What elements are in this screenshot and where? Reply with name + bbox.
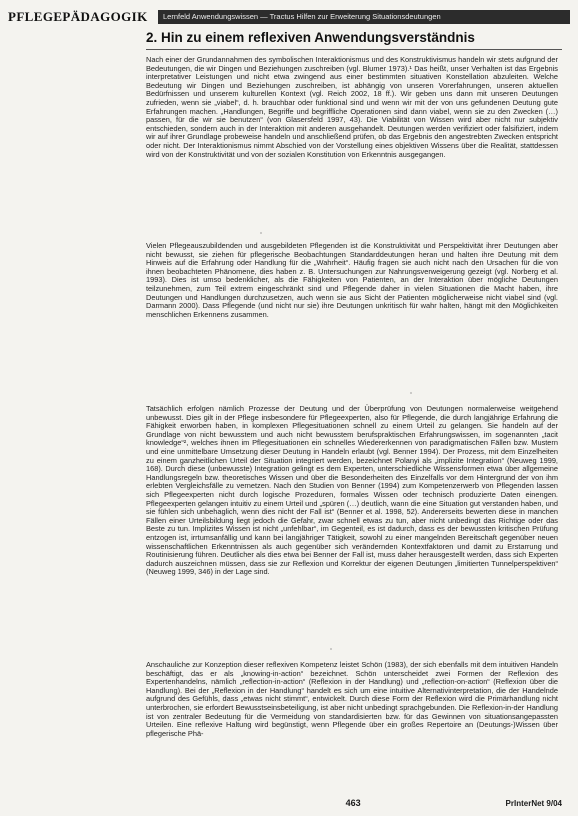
issue-label: PrInterNet 9/04	[505, 799, 562, 808]
page-header	[8, 6, 570, 30]
scan-speck	[260, 232, 262, 234]
paragraph: Nach einer der Grundannahmen des symbolischen Interaktionismus und des Konstruktivismus handeln wir stets aufgrund der Bedeutungen, die wir Dingen und Beziehungen zuschreiben (vgl. Blumer 1973).¹ Das heißt, unser Verhalten ist das Ergebnis interpretativer Leistungen und nicht etwa zwingend aus einer bestimmten situativen Konstellation abzuleiten. Welche Bedeutung wir Dingen und Beziehungen zuschreiben, ist abhängig von unseren Vorerfahrungen, unseren aktuellen Bedürfnissen und unserem kulturellen Kontext (vgl. Reich 2002, 18 ff.). Wir geben uns dann mit unseren Deutungen zufrieden, wenn sie „viabel“, d. h. brauchbar oder funktional sind und wenn wir mit der von uns gefundenen Deutung gute Erfahrungen machen. „Handlungen, Begriffe und begriffliche Operationen sind dann viabel, wenn sie zu den Zwecken (…) passen, für die wir sie benutzen“ (von Glasersfeld 1997, 43). Die Viabilität von Wissen wird aber nicht nur subjektiv entschieden, sondern auch in der Interaktion mit anderen ausgehandelt. Deutungen werden verifiziert oder falsifiziert, indem wir auf ihrer Grundlage probeweise handeln und anschließend prüfen, ob das Ergebnis den angestrebten Zwecken entspricht oder nicht. Der Interaktionismus nimmt Abschied von der Vorstellung eines objektiven Wissens über die Realität, stattdessen wird von der Konstruktivität und von der sozialen Konstitution von Erkenntnis ausgegangen.	[146, 55, 558, 159]
paragraph: Tatsächlich erfolgen nämlich Prozesse der Deutung und der Überprüfung von Deutungen normalerweise weitgehend unbewusst. Dies gilt in der Pflege insbesondere für Pflegeexperten, also für Pflegende, die durch langjährige Erfahrung die Fähigkeit erworben haben, in komplexen Pflegesituationen schnell zu einem Urteil zu gelangen. Sie handeln auf der Grundlage von nicht bewusstem und auch nicht bewusstem berufspraktischen Erfahrungswissen, im sogenannten „tacit knowledge“², welches ihnen im Pflegesituationen ein schnelles Wiedererkennen von paradigmatischen Fällen bzw. Mustern und eine unmittelbare Umsetzung dieser Deutung in Handeln erlaubt (vgl. Benner 1994). Der Prozess, mit dem Einzelheiten zu einem ganzheitlichen Urteil der Situation integriert werden, bezeichnet Polanyi als „implizite Integration“ (Neuweg 1999, 168). Durch diese (unbewusste) Integration gelingt es dem Experten, unterschiedliche Wissensformen etwa über allgemeine Handlungsregeln bzw. theoretisches Wissen und über die Besonderheiten des Einzelfalls vor dem Hintergrund der von ihm erlebten Vergleichsfälle zu vernetzen. Nach den Studien von Benner (1994) zum Kompetenzerwerb von Pflegenden lassen sich Pflegeexperten nicht durch logische Prozeduren, formales Wissen oder technisch produzierte Daten einengen. Pflegeexperten gelangen intuitiv zu einem Urteil und „spüren (…) deutlich, wann die eine Situation gut verstanden haben, und sie fühlen sich unbehaglich, wenn dies nicht der Fall ist“ (Benner et al. 1998, 52). Andererseits bewerten diese in manchen Fällen einer Urteilsbildung liegt jedoch die Gefahr, zwar schnell etwas zu tun, aber nicht unbedingt das Richtige oder das Beste zu tun. Implizites Wissen ist nicht „unfehlbar“, im Gegenteil, es ist dadurch, dass es der bewussten kritischen Prüfung entzogen ist, irrtumsanfällig und kann bei langjähriger Tätigkeit, sowohl zu einer mangelnden Bereitschaft gegenüber neuen wissenschaftlichen Erkenntnissen als auch gegenüber sich verändernden Kontextfaktoren und damit zu Erstarrung und Routinisierung führen. Deutlicher als dies etwa bei Benner der Fall ist, muss daher herausgestellt werden, dass sich Experten dadurch auszeichnen müssen, dass sie zur Reflexion und Korrektur der eigenen Deutungen „limitierten Tunnelperspektiven“ (Neuweg 1999, 346) in der Lage sind.	[146, 404, 558, 577]
section-title: 2. Hin zu einem reflexiven Anwendungsverständnis	[146, 30, 475, 45]
scan-speck	[410, 392, 412, 394]
running-title-bar: Lernfeld Anwendungswissen — Tractus Hilfen zur Erweiterung Situationsdeutungen	[158, 10, 570, 24]
paragraph: Anschauliche zur Konzeption dieser reflexiven Kompetenz leistet Schön (1983), der sich ebenfalls mit dem intuitiven Handeln beschäftigt, das er als „knowing-in-action“ bezeichnet. Schön unterscheidet zwei Formen der Reflexion des Expertenhandelns, nämlich „reflection-in-action“ (Reflexion in der Handlung) und „reflection-on-action“ (Reflexion über die Handlung). Bei der „Reflexion in der Handlung“ handelt es sich um eine intuitive Alternativinterpretation, die der Handelnde aufgrund des Gefühls, dass „etwas nicht stimmt“, entwickelt. Durch diese Form der Reflexion wird die Primärhandlung nicht unterbrochen, sie erfordert Bewusstseinsbeteiligung, ist aber nicht unbedingt sprachgebunden. Die Reflexion-in-der Handlung ist von zentraler Bedeutung für die Vermeidung von standardisierten bzw. für das Gewinnen von situationsangepassten Urteilen. Eine reflexive Haltung wird begünstigt, wenn Pflegende über ein großes Repertoire an (Deutungs-)Wissen über pflegerische Phä-	[146, 660, 558, 738]
paragraph: Vielen Pflegeauszubildenden und ausgebildeten Pflegenden ist die Konstruktivität und Perspektivität ihrer Deutungen aber nicht bewusst, sie ziehen für pflegerische Beobachtungen Standarddeutungen heran und halten ihre Deutung mit dem Hinweis auf die Erfahrung oder Handlung für die „Wahrheit“. Häufig fragen sie auch nicht nach den Ursachen für die von ihnen beobachteten Phänomene, dies haben z. B. Untersuchungen zur Nahrungsverweigerung gezeigt (vgl. Norberg et al. 1993). Dies ist umso bedenklicher, als die Fähigkeiten von Patienten, an der Interaktion über mögliche Deutungen teilzunehmen, zum Teil extrem eingeschränkt sind und Pflegende daher in vielen Situationen die Macht haben, ihre Deutungen und Handlungen durchzusetzen, auch wenn sie aus Sicht der Patienten möglicherweise nicht viabel sind (vgl. Darmann 2000). Dass Pflegende (und nicht nur sie) ihre Deutungen unkritisch für wahr halten, hängt mit den Möglichkeiten menschlichen Erkennens zusammen.	[146, 241, 558, 319]
journal-logo: PFLEGEPÄDAGOGIK	[8, 9, 148, 24]
scan-speck	[330, 648, 332, 650]
page-footer	[146, 798, 562, 812]
title-divider	[146, 49, 562, 50]
page-number: 463	[345, 798, 361, 808]
